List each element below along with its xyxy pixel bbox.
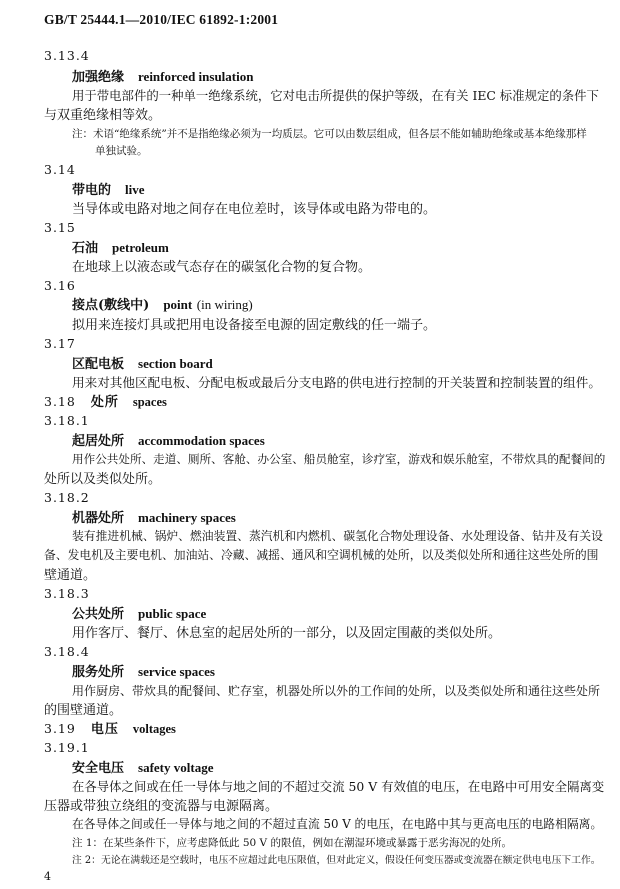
term-heading xyxy=(72,70,253,84)
term-heading xyxy=(72,357,213,371)
clause-number: 3.18.1 xyxy=(44,413,90,428)
term-cn: 接点(敷线中) xyxy=(72,298,150,313)
term-cn: 电压 xyxy=(90,722,119,737)
clause-number: 3.15 xyxy=(44,220,76,235)
clause-number: 3.19.1 xyxy=(44,740,90,755)
clause-heading xyxy=(44,396,167,409)
term-en: accommodation spaces xyxy=(138,433,265,448)
term-heading xyxy=(72,298,253,312)
term-cn: 石油 xyxy=(72,241,99,256)
definition-line: 壁通道。 xyxy=(44,568,97,583)
clause-number: 3.13.4 xyxy=(44,48,90,63)
clause-number: 3.18.4 xyxy=(44,644,90,659)
definition-line: 的围壁通道。 xyxy=(44,703,123,718)
definition-line: 处所以及类似处所。 xyxy=(44,472,162,487)
definition-line: 装有推进机械、锅炉、燃油装置、蒸汽机和内燃机、碳氢化合物处理设备、水处理设备、钻井及有关设 xyxy=(72,529,603,543)
definition-line: 与双重绝缘相等效。 xyxy=(44,108,162,123)
term-cn: 加强绝缘 xyxy=(72,70,125,85)
term-en: voltages xyxy=(132,722,176,736)
term-cn: 机器处所 xyxy=(72,511,125,526)
clause-number: 3.18.3 xyxy=(44,586,90,601)
definition-line: 用作厨房、带炊具的配餐间、贮存室，机器处所以外的工作间的处所，以及类似处所和通往这些处所 xyxy=(72,684,601,698)
term-cn: 安全电压 xyxy=(72,761,125,776)
term-en: spaces xyxy=(132,395,167,409)
term-en: machinery spaces xyxy=(138,510,236,525)
clause-number: 3.17 xyxy=(44,336,76,351)
term-cn: 起居处所 xyxy=(72,434,125,449)
clause-heading xyxy=(44,723,176,736)
clause-number: 3.19 xyxy=(44,721,76,736)
definition-line: 用来对其他区配电板、分配电板或最后分支电路的供电进行控制的开关装置和控制装置的组件。 xyxy=(72,375,601,390)
note-line: 注：术语“绝缘系统”并不是指绝缘必须为一均质层。它可以由数层组成，但各层不能如辅助绝缘或基本绝缘那样 xyxy=(72,128,587,140)
clause-number: 3.18 xyxy=(44,394,76,409)
term-cn: 区配电板 xyxy=(72,357,125,372)
term-en-extra: (in wiring) xyxy=(196,297,253,312)
term-heading xyxy=(72,511,236,525)
term-heading xyxy=(72,607,206,621)
term-cn: 公共处所 xyxy=(72,607,125,622)
term-heading xyxy=(72,434,265,448)
page-number: 4 xyxy=(44,870,51,883)
definition-line: 当导体或电路对地之间存在电位差时，该导体或电路为带电的。 xyxy=(72,202,437,217)
clause-number: 3.18.2 xyxy=(44,490,90,505)
clause-number: 3.14 xyxy=(44,162,76,177)
definition-line: 备、发电机及主要电机、加油站、冷藏、减摇、通风和空调机械的处所，以及类似处所和通往这些处所的围 xyxy=(44,548,599,562)
definition-line: 在各导体之间或任一导体与地之间的不超过直流 50 V 的电压，在电路中其与更高电压的电路相隔离。 xyxy=(72,817,603,831)
definition-line: 拟用来连接灯具或把用电设备接至电源的固定敷线的任一端子。 xyxy=(72,318,437,333)
term-en: service spaces xyxy=(138,664,215,679)
term-en: petroleum xyxy=(112,240,169,255)
term-heading xyxy=(72,665,215,679)
definition-line: 用于带电部件的一种单一绝缘系统，它对电击所提供的保护等级，在有关 IEC 标准规定的条件下 xyxy=(72,88,599,103)
clause-number: 3.16 xyxy=(44,278,76,293)
standard-header: GB/T 25444.1—2010/IEC 61892-1:2001 xyxy=(44,12,279,27)
term-cn: 带电的 xyxy=(72,183,112,198)
term-en: section board xyxy=(138,356,213,371)
definition-line: 用作客厅、餐厅、休息室的起居处所的一部分，以及固定围蔽的类似处所。 xyxy=(72,626,502,641)
term-heading xyxy=(72,761,213,775)
term-en: live xyxy=(125,182,145,197)
note-line: 单独试验。 xyxy=(95,145,148,157)
definition-line: 压器或带独立绕组的变流器与电源隔离。 xyxy=(44,799,279,814)
term-cn: 服务处所 xyxy=(72,665,125,680)
term-heading xyxy=(72,241,169,255)
definition-line: 用作公共处所、走道、厕所、客舱、办公室、船员舱室，诊疗室，游戏和娱乐舱室，不带炊具的配餐间的 xyxy=(72,452,606,466)
term-en: reinforced insulation xyxy=(138,69,254,84)
term-en: safety voltage xyxy=(138,760,214,775)
note-line: 注 2：无论在满载还是空载时，电压不应超过此电压限值，但对此定义，假设任何变压器或变流器在额定供电电压下工作。 xyxy=(72,855,601,866)
term-heading xyxy=(72,183,145,197)
note-line: 注 1：在某些条件下，应考虑降低此 50 V 的限值，例如在潮湿环境或暴露于恶劣海况的处所。 xyxy=(72,837,512,849)
definition-line: 在各导体之间或在任一导体与地之间的不超过交流 50 V 有效值的电压，在电路中可用安全隔离变 xyxy=(72,779,605,794)
term-en: point xyxy=(163,297,193,312)
term-en: public space xyxy=(138,606,207,621)
definition-line: 在地球上以液态或气态存在的碳氢化合物的复合物。 xyxy=(72,260,372,275)
term-cn: 处所 xyxy=(90,395,119,410)
